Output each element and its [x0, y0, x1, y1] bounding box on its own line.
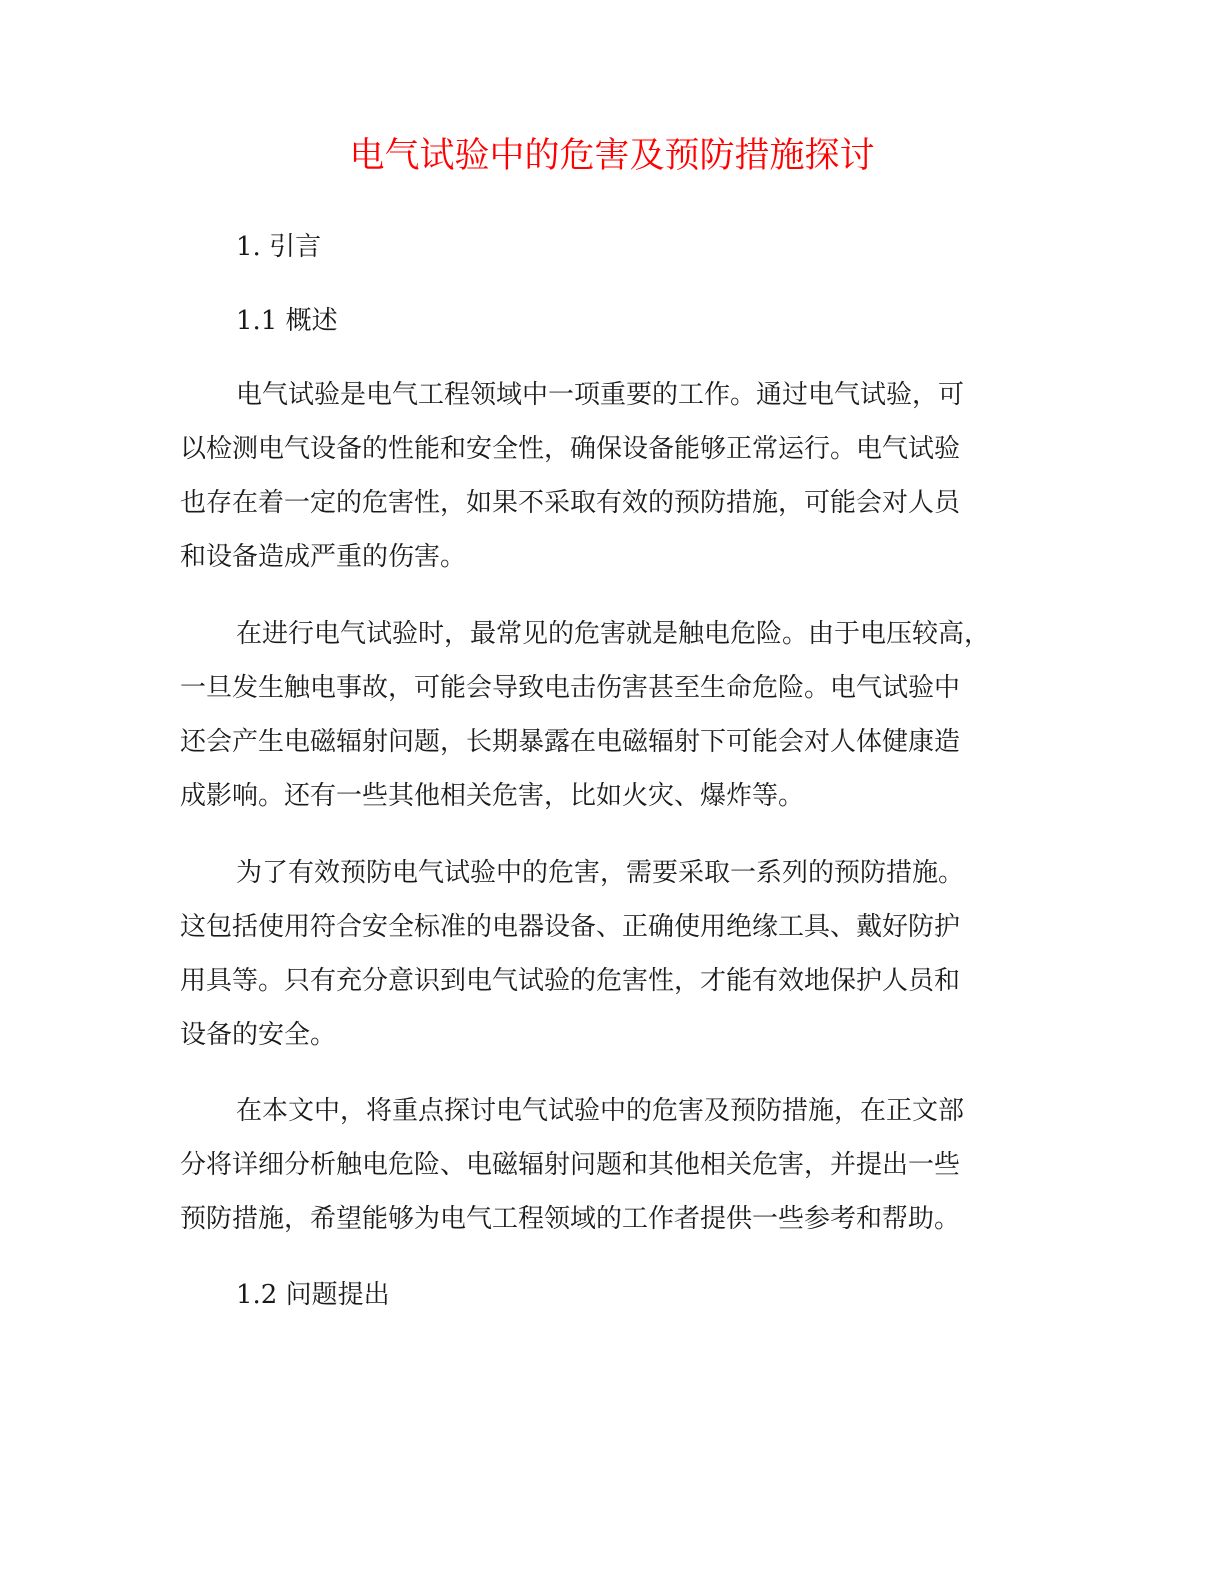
- paragraph-line: 为了有效预防电气试验中的危害，需要采取一系列的预防措施。: [236, 858, 965, 888]
- paragraph-line: 预防措施，希望能够为电气工程领域的工作者提供一些参考和帮助。: [180, 1204, 961, 1234]
- document-title: 电气试验中的危害及预防措施探讨: [349, 136, 875, 176]
- subsection-heading-overview: 1.1 概述: [236, 306, 338, 336]
- subsection-heading-problem-statement: 1.2 问题提出: [236, 1280, 390, 1310]
- paragraph-line: 在进行电气试验时，最常见的危害就是触电危险。由于电压较高，: [236, 619, 991, 649]
- paragraph-line: 设备的安全。: [180, 1020, 337, 1050]
- paragraph-line: 以检测电气设备的性能和安全性，确保设备能够正常运行。电气试验: [180, 434, 961, 464]
- paragraph-overview-4: [180, 1084, 1060, 1246]
- paragraph-overview-2: [180, 607, 1060, 823]
- paragraph-line: 这包括使用符合安全标准的电器设备、正确使用绝缘工具、戴好防护: [180, 912, 961, 942]
- paragraph-overview-3: [180, 846, 1060, 1062]
- paragraph-line: 电气试验是电气工程领域中一项重要的工作。通过电气试验，可: [236, 380, 965, 410]
- paragraph-line: 一旦发生触电事故，可能会导致电击伤害甚至生命危险。电气试验中: [180, 673, 961, 703]
- paragraph-line: 也存在着一定的危害性，如果不采取有效的预防措施，可能会对人员: [180, 488, 961, 518]
- paragraph-line: 用具等。只有充分意识到电气试验的危害性，才能有效地保护人员和: [180, 966, 961, 996]
- paragraph-line: 分将详细分析触电危险、电磁辐射问题和其他相关危害，并提出一些: [180, 1150, 961, 1180]
- paragraph-overview-1: [180, 368, 1060, 584]
- paragraph-line: 成影响。还有一些其他相关危害，比如火灾、爆炸等。: [180, 781, 805, 811]
- section-heading-introduction: 1. 引言: [236, 232, 322, 262]
- paragraph-line: 还会产生电磁辐射问题，长期暴露在电磁辐射下可能会对人体健康造: [180, 727, 961, 757]
- paragraph-line: 在本文中，将重点探讨电气试验中的危害及预防措施，在正文部: [236, 1096, 965, 1126]
- paragraph-line: 和设备造成严重的伤害。: [180, 542, 467, 572]
